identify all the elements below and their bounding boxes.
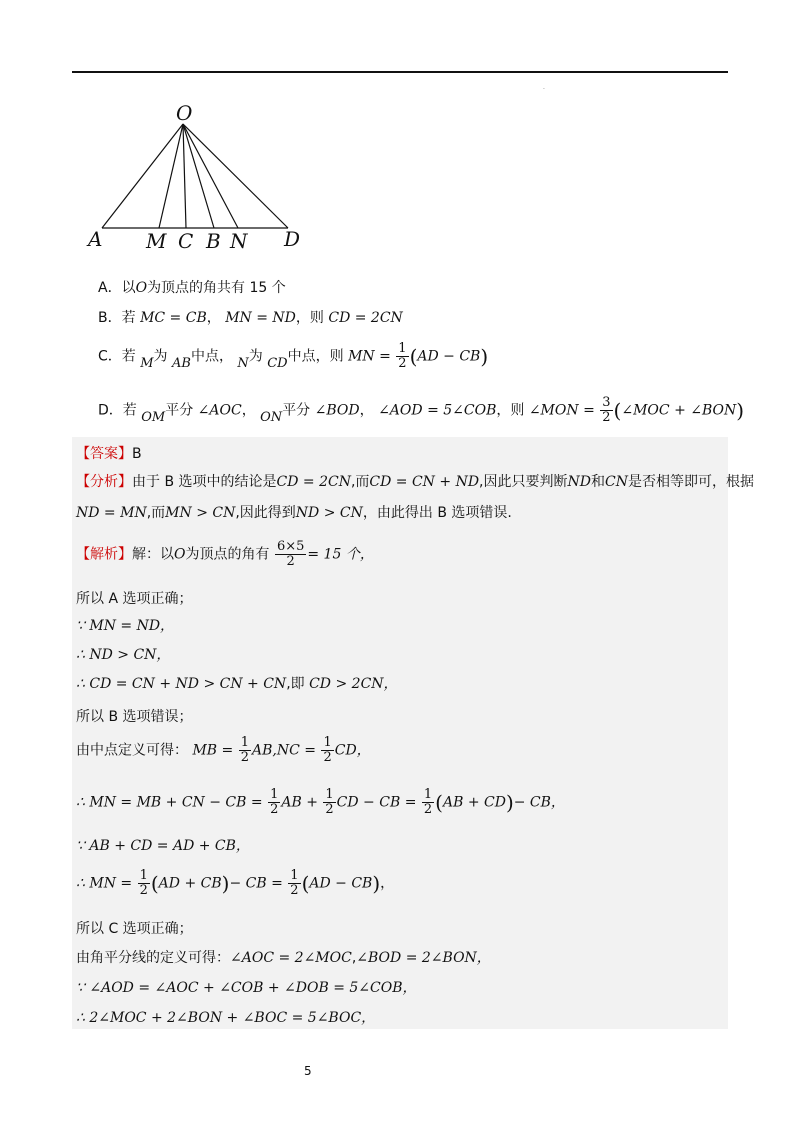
option-c: C．若 M为 AB中点， N为 CD中点，则 MN = $\frac{1}{2}$ (AD − CB) [98,341,489,371]
solution-line-1: 所以 A 选项正确； [76,591,193,607]
solution-line-12: ∵ ∠AOD = ∠AOC + ∠COB + ∠DOB = 5∠COB， [76,980,417,996]
segment-oc [183,124,186,228]
header-dot: · [543,86,545,93]
fraction-half: $\frac{1}{2}$ [290,868,299,898]
fraction-half: $\frac{1}{2}$ [423,787,433,817]
solution-line-9: ∴ MN = $\frac{1}{2}$ (AD + CB)− CB = $\frac{1}{2}$ (AD − CB)， [76,868,395,898]
analysis-line-1: 【分析】由于 B 选项中的结论是CD = 2CN,而CD = CN + ND,因此只要判断ND和CN是否相等即可，根据 [76,474,754,490]
segment-on [183,124,238,228]
solution-panel [72,437,728,1029]
page-number: 5 [304,1064,312,1078]
answer-value: B [132,446,142,462]
header-rule [72,71,728,73]
analysis-line-2: ND = MN,而MN > CN,因此得到ND > CN，由此得出 B 选项错误. [76,505,512,521]
label-m: M [146,229,167,252]
fraction-half: $\frac{1}{2}$ [270,787,279,817]
fraction-three-halves: $\frac{3}{2}$ [602,395,611,425]
solution-line-13: ∴ 2∠MOC + 2∠BON + ∠BOC = 5∠BOC， [76,1010,376,1026]
solution-line-2: ∵ MN = ND， [76,618,175,634]
fraction-half: $\frac{1}{2}$ [325,787,334,817]
answer-tag: 【答案】 [76,446,132,462]
label-o: O [176,102,193,125]
analysis-tag: 【分析】 [76,474,132,490]
fraction-half: $\frac{1}{2}$ [139,868,148,898]
answer-line [76,443,142,463]
solution-line-10: 所以 C 选项正确； [76,921,193,937]
option-a: A．以O为顶点的角共有 15 个 [98,280,286,296]
solution-line-6: 由中点定义可得： MB = $\frac{1}{2}$ AB,NC = $\frac{1}{2}$ CD， [76,735,371,765]
fraction-half: $\frac{1}{2}$ [323,735,332,765]
fraction-six-five-half: $\frac{6\times 5}{2}$ [276,539,305,569]
option-d: D．若 OM平分 ∠AOC， ON平分 ∠BOD， ∠AOD = 5∠COB，则 ∠MON = $\frac{3}{2}$ (∠MOC + ∠BON) [98,395,745,425]
label-b: B [206,229,221,252]
solution-line-11: 由角平分线的定义可得：∠AOC = 2∠MOC,∠BOD = 2∠BON， [76,950,491,966]
solution-intro: 【解析】解：以O为顶点的角有 $\frac{6\times 5}{2}$ = 15 个， [76,539,374,569]
label-c: C [178,229,194,252]
solution-line-8: ∵ AB + CD = AD + CB， [76,838,250,854]
solution-tag: 【解析】 [76,546,132,563]
solution-line-3: ∴ ND > CN， [76,647,171,663]
label-n: N [230,229,248,252]
geometry-figure [80,102,320,252]
fraction-half: $\frac{1}{2}$ [240,735,249,765]
solution-line-5: 所以 B 选项错误； [76,709,193,725]
solution-line-7: ∴ MN = MB + CN − CB = $\frac{1}{2}$ AB + $\frac{1}{2}$ CD − CB = $\frac{1}{2}$ (AB + CD)− CB， [76,787,565,817]
label-d: D [284,227,301,251]
solution-line-4: ∴ CD = CN + ND > CN + CN,即 CD > 2CN， [76,676,398,692]
fraction-half: $\frac{1}{2}$ [398,341,407,371]
label-a: A [88,227,103,251]
option-b: B．若 MC = CB， MN = ND，则 CD = 2CN [98,310,403,326]
